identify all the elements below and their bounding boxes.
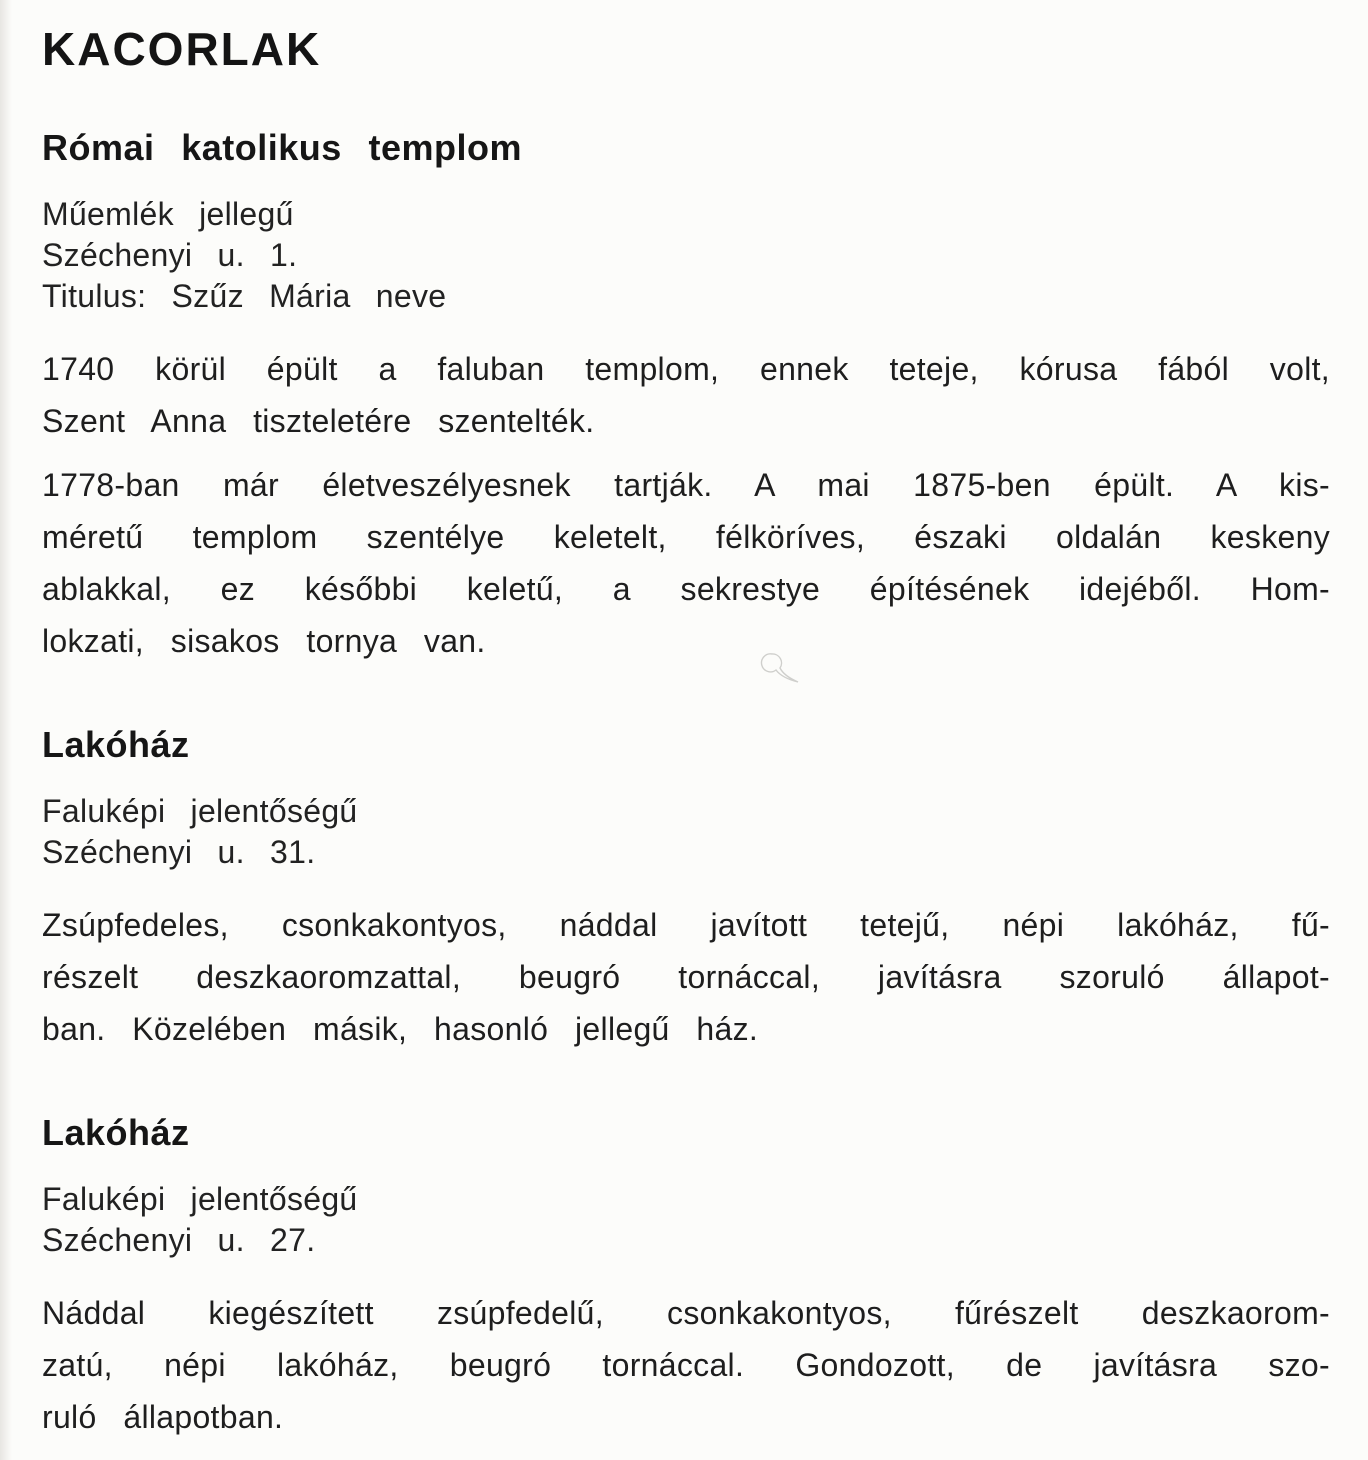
paragraph <box>42 1287 1330 1443</box>
text-line: Náddal kiegészített zsúpfedelű, csonkakontyos, fűrészelt deszkaorom- <box>42 1295 1330 1331</box>
text-line: részelt deszkaoromzattal, beugró tornáccal, javításra szoruló állapot- <box>42 959 1330 995</box>
text-line: zatú, népi lakóház, beugró tornáccal. Gondozott, de javításra szo- <box>42 1347 1330 1383</box>
text-line: 1740 körül épült a faluban templom, ennek teteje, kórusa fából volt, <box>42 351 1330 387</box>
text-line: Szent Anna tiszteletére szentelték. <box>42 403 595 439</box>
meta-line-address: Széchenyi u. 1. <box>42 237 298 273</box>
meta-line-titulus: Titulus: Szűz Mária neve <box>42 278 447 314</box>
entry-meta <box>42 194 1330 317</box>
text-line: Zsúpfedeles, csonkakontyos, náddal javított tetejű, népi lakóház, fű- <box>42 907 1330 943</box>
text-line: 1778-ban már életveszélyesnek tartják. A mai 1875-ben épült. A kis- <box>42 467 1330 503</box>
text-line: ruló állapotban. <box>42 1399 284 1435</box>
entry-lakohaz-27 <box>42 1113 1330 1443</box>
paragraph <box>42 899 1330 1055</box>
page-title: KACORLAK <box>42 23 322 75</box>
meta-line-address: Széchenyi u. 31. <box>42 834 316 870</box>
text-line: ablakkal, ez későbbi keletű, a sekrestye építésének idejéből. Hom- <box>42 571 1330 607</box>
entry-heading: Római katolikus templom <box>42 127 522 168</box>
text-line: lokzati, sisakos tornya van. <box>42 623 486 659</box>
text-line: ban. Közelében másik, hasonló jellegű ház. <box>42 1011 759 1047</box>
meta-line-protection: Faluképi jelentőségű <box>42 793 358 829</box>
entry-heading: Lakóház <box>42 724 190 765</box>
entry-romai-katolikus-templom <box>42 128 1330 667</box>
paragraph <box>42 459 1330 667</box>
entry-meta <box>42 1179 1330 1261</box>
meta-line-protection: Műemlék jellegű <box>42 196 294 232</box>
meta-line-address: Széchenyi u. 27. <box>42 1222 316 1258</box>
entry-lakohaz-31 <box>42 725 1330 1055</box>
meta-line-protection: Faluképi jelentőségű <box>42 1181 358 1217</box>
entry-meta <box>42 791 1330 873</box>
paragraph <box>42 343 1330 447</box>
entry-heading: Lakóház <box>42 1112 190 1153</box>
text-line: méretű templom szentélye keletelt, félköríves, északi oldalán keskeny <box>42 519 1330 555</box>
